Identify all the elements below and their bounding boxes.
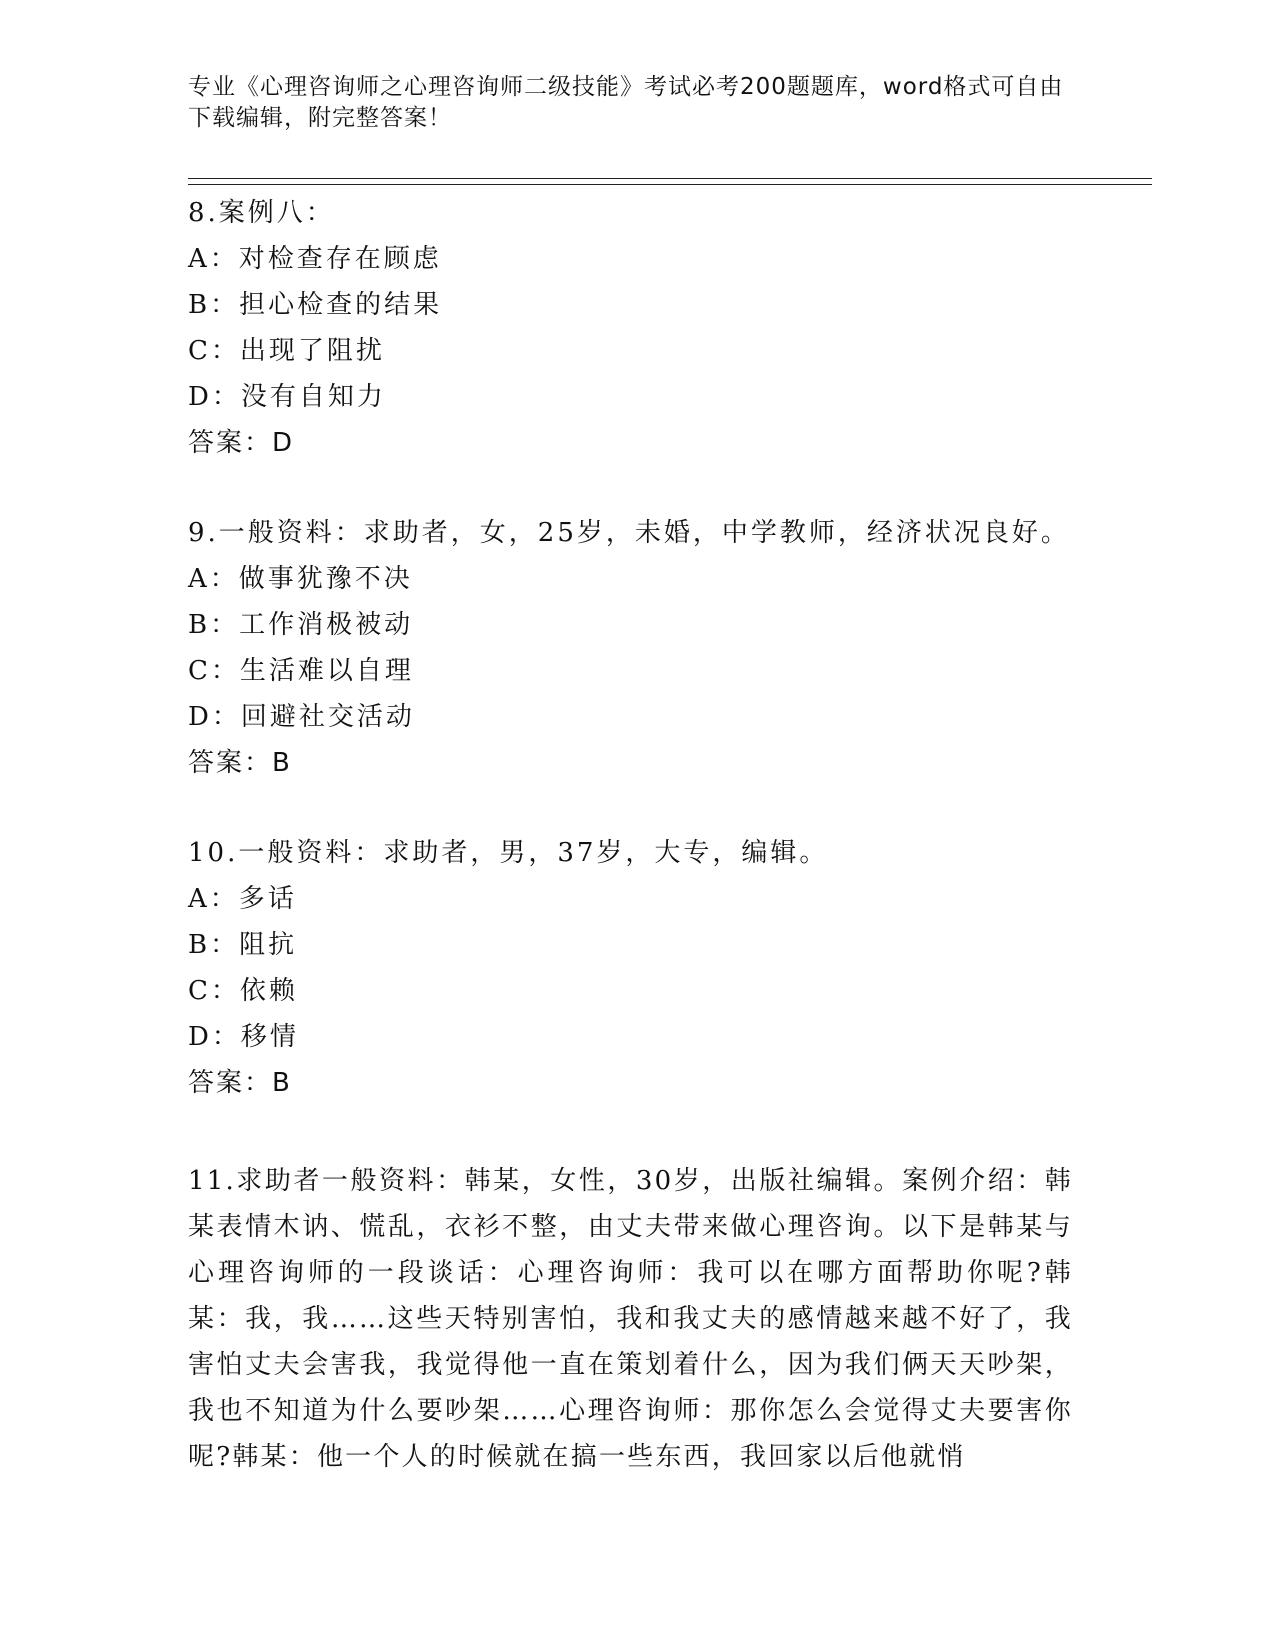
option-b: B：阻抗: [188, 930, 298, 960]
answer-label: 答案：D: [188, 428, 295, 458]
option-c: C：依赖: [188, 976, 298, 1006]
question-list: [188, 190, 1088, 1480]
option-a: A：对检查存在顾虑: [188, 244, 442, 274]
question-10: [188, 830, 1088, 1106]
option-c: C：生活难以自理: [188, 656, 414, 686]
option-b: B：工作消极被动: [188, 610, 414, 640]
document-header: 专业《心理咨询师之心理咨询师二级技能》考试必考200题题库，word格式可自由下载编辑，附完整答案！: [188, 74, 1064, 131]
option-b: B：担心检查的结果: [188, 290, 443, 320]
spacer: [188, 786, 1088, 830]
question-11-case-text: 11.求助者一般资料：韩某，女性，30岁，出版社编辑。案例介绍：韩某表情木讷、慌乱，衣衫不整，由丈夫带来做心理咨询。以下是韩某与心理咨询师的一段谈话：心理咨询师：我可以在哪方面帮助你呢?韩某：我，我……这些天特别害怕，我和我丈夫的感情越来越不好了，我害怕丈夫会害我，我觉得他一直在策划着什么，因为我们俩天天吵架，我也不知道为什么要吵架……心理咨询师：那你怎么会觉得丈夫要害你呢?韩某：他一个人的时候就在搞一些东西，我回家以后他就悄: [188, 1166, 1073, 1472]
option-a: A：做事犹豫不决: [188, 564, 413, 594]
option-d: D：回避社交活动: [188, 702, 415, 732]
option-d: D：移情: [188, 1022, 299, 1052]
answer-label: 答案：B: [188, 748, 292, 778]
header-divider-bottom: [188, 184, 1152, 185]
question-stem: 10.一般资料：求助者，男，37岁，大专，编辑。: [188, 838, 829, 868]
question-9: [188, 510, 1088, 786]
spacer: [188, 466, 1088, 510]
option-a: A：多话: [188, 884, 297, 914]
question-stem: 9.一般资料：求助者，女，25岁，未婚，中学教师，经济状况良好。: [188, 518, 1070, 548]
question-stem: 8.案例八：: [188, 198, 335, 228]
spacer: [188, 1106, 1088, 1158]
option-c: C：出现了阻扰: [188, 336, 385, 366]
question-8: [188, 190, 1088, 466]
option-d: D：没有自知力: [188, 382, 386, 412]
header-divider-top: [188, 178, 1152, 179]
answer-label: 答案：B: [188, 1068, 292, 1098]
